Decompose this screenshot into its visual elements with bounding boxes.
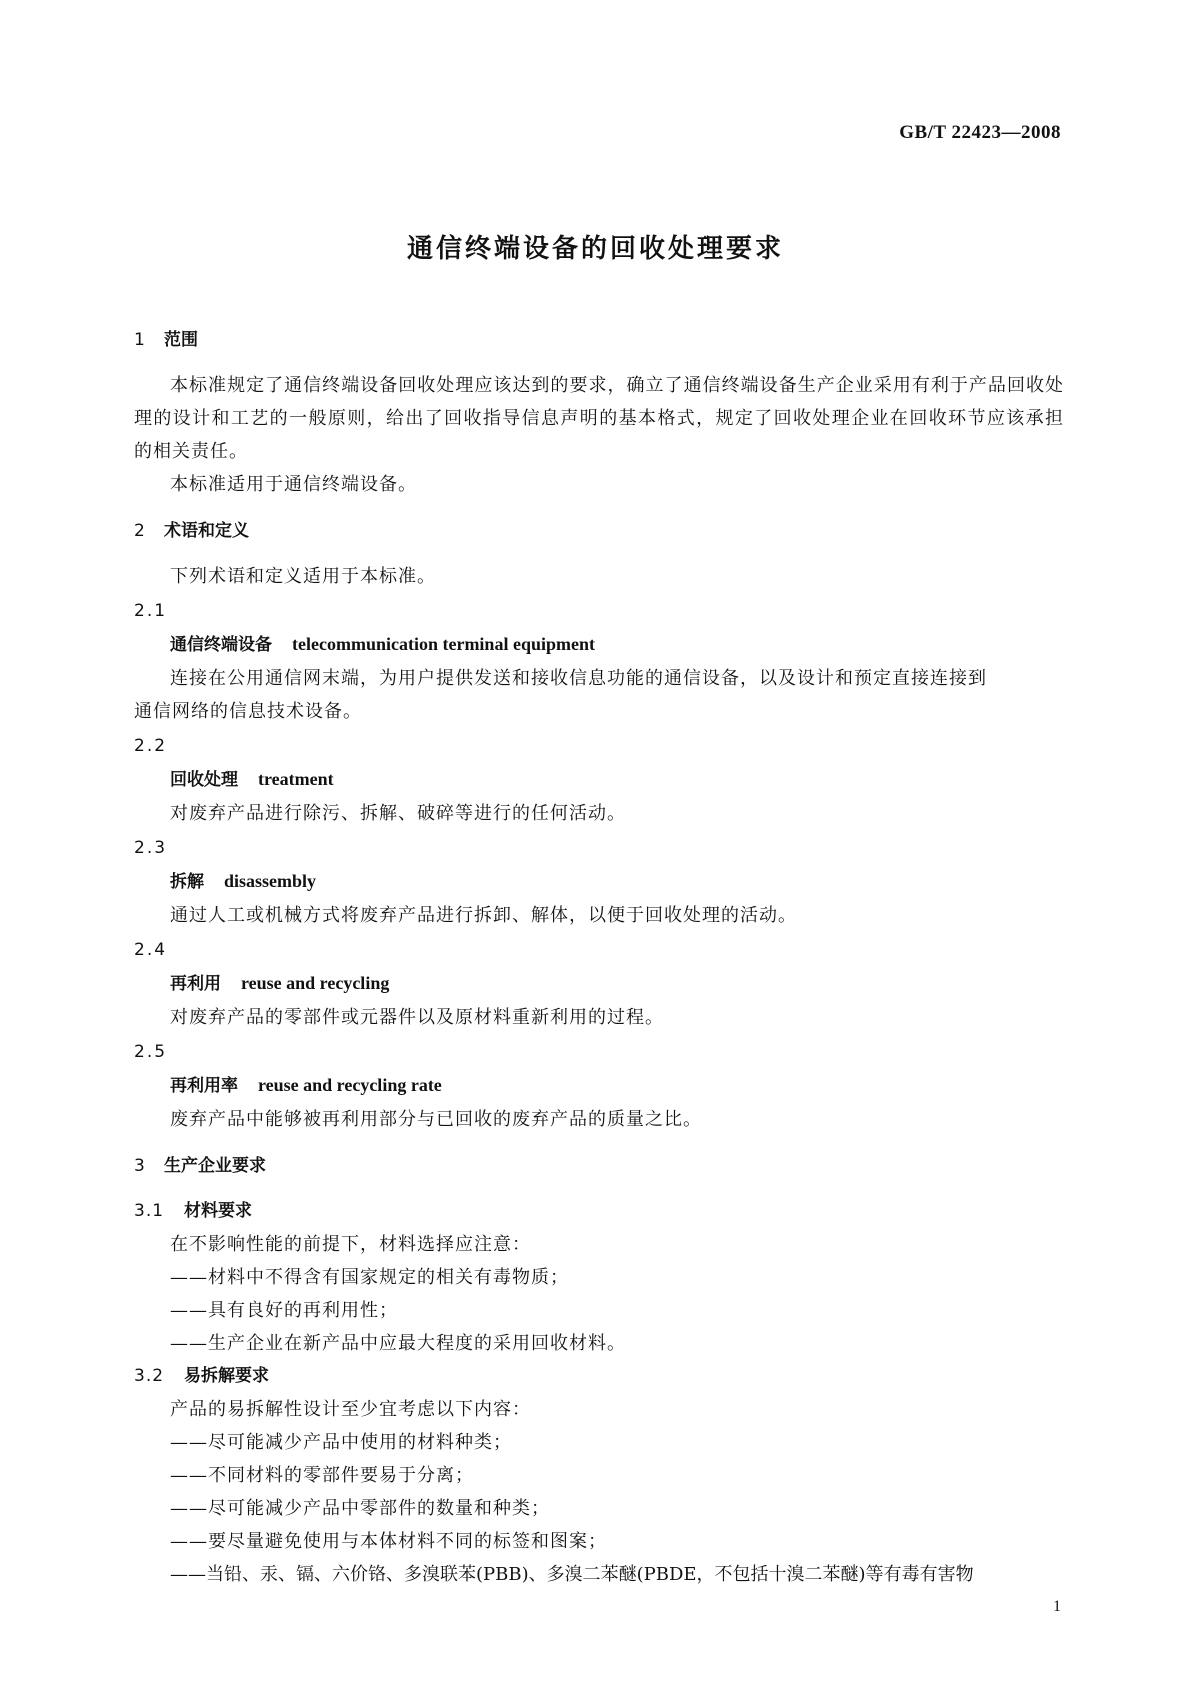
term-definition: 废弃产品中能够被再利用部分与已回收的废弃产品的质量之比。 (170, 1109, 702, 1130)
term-number: 2.2 (134, 736, 168, 756)
term-number: 2.5 (134, 1042, 168, 1062)
term-chinese: 再利用 (170, 974, 221, 994)
term-heading (134, 1069, 1064, 1103)
subsection-3-1-heading (134, 1195, 1064, 1228)
list-item: ——不同材料的零部件要易于分离； (170, 1465, 474, 1486)
term-number: 2.4 (134, 940, 168, 960)
list-item: ——要尽量避免使用与本体材料不同的标签和图案； (170, 1531, 607, 1552)
term-chinese: 拆解 (170, 872, 204, 892)
term-chinese: 再利用率 (170, 1076, 238, 1096)
term-definition-continued: 通信网络的信息技术设备。 (134, 701, 362, 722)
term-definition: 连接在公用通信网末端，为用户提供发送和接收信息功能的通信设备，以及设计和预定直接连接到 (170, 668, 987, 689)
term-chinese: 通信终端设备 (170, 635, 272, 655)
term-number: 2.3 (134, 838, 168, 858)
subsection-title: 材料要求 (184, 1201, 252, 1221)
subsection-intro: 产品的易拆解性设计至少宜考虑以下内容： (170, 1399, 531, 1420)
page-number: 1 (1053, 1598, 1061, 1615)
section-2-heading (134, 515, 1064, 548)
list-item: ——材料中不得含有国家规定的相关有毒物质； (170, 1267, 569, 1288)
document-title: 通信终端设备的回收处理要求 (406, 234, 784, 264)
term-english: reuse and recycling (241, 973, 390, 993)
subsection-3-2-heading (134, 1360, 1064, 1393)
section-3-heading (134, 1150, 1064, 1183)
term-english: telecommunication terminal equipment (292, 634, 595, 654)
term-number: 2.1 (134, 601, 168, 621)
subsection-intro: 在不影响性能的前提下，材料选择应注意： (170, 1234, 531, 1255)
list-item: ——当铅、汞、镉、六价铬、多溴联苯(PBB)、多溴二苯醚(PBDE，不包括十溴二苯醚)等有毒有害物 (170, 1564, 974, 1585)
scope-paragraph-2: 本标准适用于通信终端设备。 (170, 474, 417, 495)
list-item: ——生产企业在新产品中应最大程度的采用回收材料。 (170, 1333, 626, 1354)
section-number: 1 (134, 330, 145, 350)
standard-code: GB/T 22423—2008 (899, 122, 1061, 143)
terms-intro: 下列术语和定义适用于本标准。 (170, 566, 436, 587)
subsection-title: 易拆解要求 (184, 1366, 269, 1386)
section-number: 2 (134, 521, 145, 541)
subsection-number: 3.1 (134, 1201, 165, 1221)
term-heading (134, 967, 1064, 1001)
scope-paragraph-1: 本标准规定了通信终端设备回收处理应该达到的要求，确立了通信终端设备生产企业采用有利于产品回收处理的设计和工艺的一般原则，给出了回收指导信息声明的基本格式，规定了回收处理企业在回收环节应该承担的相关责任。 (134, 375, 1064, 462)
term-english: treatment (258, 769, 334, 789)
term-definition: 对废弃产品进行除污、拆解、破碎等进行的任何活动。 (170, 803, 626, 824)
section-1-heading (134, 324, 1064, 357)
section-title: 生产企业要求 (164, 1156, 266, 1176)
term-english: reuse and recycling rate (258, 1075, 442, 1095)
section-number: 3 (134, 1156, 145, 1176)
term-chinese: 回收处理 (170, 770, 238, 790)
section-title: 范围 (164, 330, 198, 350)
term-heading (134, 628, 1064, 662)
term-definition: 对废弃产品的零部件或元器件以及原材料重新利用的过程。 (170, 1007, 664, 1028)
term-heading (134, 865, 1064, 899)
list-item: ——具有良好的再利用性； (170, 1300, 398, 1321)
section-title: 术语和定义 (164, 521, 249, 541)
document-body (134, 320, 1064, 1591)
list-item: ——尽可能减少产品中使用的材料种类； (170, 1432, 512, 1453)
list-item: ——尽可能减少产品中零部件的数量和种类； (170, 1498, 550, 1519)
term-english: disassembly (224, 871, 317, 891)
term-heading (134, 763, 1064, 797)
term-definition: 通过人工或机械方式将废弃产品进行拆卸、解体，以便于回收处理的活动。 (170, 905, 797, 926)
subsection-number: 3.2 (134, 1366, 165, 1386)
